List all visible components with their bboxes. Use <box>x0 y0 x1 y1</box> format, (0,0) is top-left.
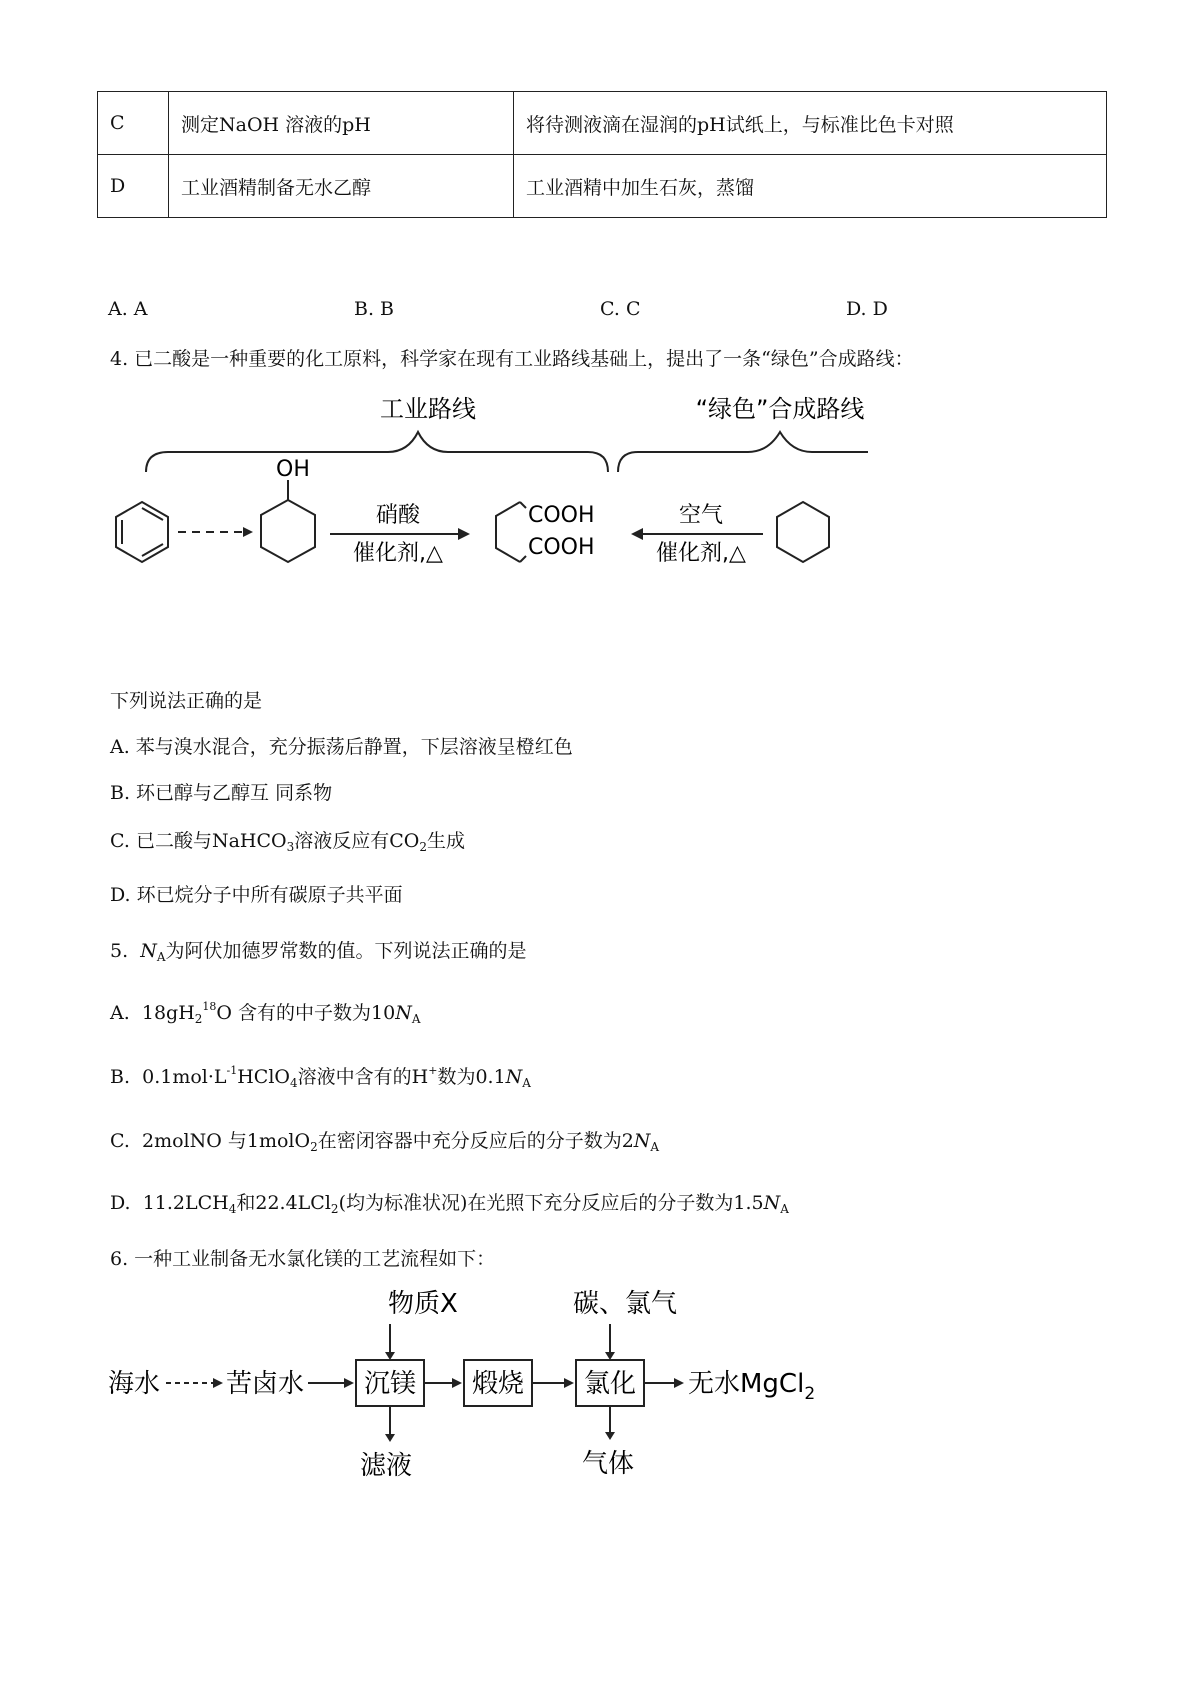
industrial-brace <box>146 432 608 472</box>
reagent-catalyst-1: 催化剂,△ <box>353 541 443 566</box>
reagent-air: 空气 <box>678 503 724 528</box>
arrow-head-icon <box>452 1378 462 1388</box>
q4-prompt: 下列说法正确的是 <box>110 690 263 712</box>
arrow-head-icon <box>344 1378 354 1388</box>
adipic-acid-route-diagram <box>108 392 868 592</box>
product-label: 无水MgCl$_2$ <box>688 1369 816 1404</box>
reagent-nitric-acid: 硝酸 <box>375 503 421 528</box>
arrow-head-icon <box>385 1434 395 1442</box>
table-cell-method: 工业酒精中加生石灰，蒸馏 <box>514 155 1107 218</box>
gas-label: 气体 <box>582 1449 635 1479</box>
arrow-head-icon <box>564 1378 574 1388</box>
brine-label: 苦卤水 <box>226 1369 305 1399</box>
cooh-top: COOH <box>528 503 595 528</box>
choice-a: A. A <box>108 298 148 320</box>
q4-stem: 4. 已二酸是一种重要的化工原料，科学家在现有工业路线基础上，提出了一条“绿色”合成路线： <box>110 348 914 370</box>
industrial-route-label: 工业路线 <box>380 395 476 423</box>
oh-group: OH <box>276 457 310 482</box>
green-route-label: “绿色”合成路线 <box>695 395 865 423</box>
table-cell-key: C <box>98 92 169 155</box>
cyclohexanol-ring <box>261 480 315 562</box>
adipic-acid-chain <box>496 502 520 562</box>
benzene-ring <box>116 502 168 562</box>
options-table <box>97 91 1107 218</box>
filtrate-label: 滤液 <box>360 1451 413 1481</box>
arrow-head-icon <box>243 527 253 537</box>
arrow-head-icon <box>631 528 643 540</box>
step-calcine-label: 煅烧 <box>472 1369 525 1399</box>
table-cell-key: D <box>98 155 169 218</box>
q5-stem: 5. $N_A$为阿伏加德罗常数的值。下列说法正确的是 <box>110 940 527 964</box>
arrow-head-icon <box>605 1432 615 1440</box>
arrow-head-icon <box>213 1378 223 1388</box>
table-cell-purpose: 工业酒精制备无水乙醇 <box>169 155 514 218</box>
material-x-label: 物质X <box>388 1289 458 1319</box>
q5-option-b: B. $0.1mol\cdot L^{-1}HClO_4$溶液中含有的H+数为$0.1N_A$ <box>110 1064 531 1090</box>
arrow-head-icon <box>674 1378 684 1388</box>
reagent-catalyst-2: 催化剂,△ <box>656 541 746 566</box>
q4-option-c: C. 已二酸与NaHCO$_3$溶液反应有$CO_2$生成 <box>110 830 465 854</box>
step-precipitate-label: 沉镁 <box>364 1369 417 1399</box>
q6-stem: 6. 一种工业制备无水氯化镁的工艺流程如下： <box>110 1248 496 1270</box>
cyclohexane-ring <box>777 502 829 562</box>
mgcl2-process-flow <box>108 1282 868 1482</box>
table-cell-method: 将待测液滴在湿润的pH试纸上，与标准比色卡对照 <box>514 92 1107 155</box>
q4-option-b: B. 环已醇与乙醇互 同系物 <box>110 782 333 804</box>
cooh-bottom: COOH <box>528 535 595 560</box>
table-cell-purpose: 测定NaOH 溶液的pH <box>169 92 514 155</box>
choice-b: B. B <box>354 298 395 320</box>
choice-d: D. D <box>846 298 888 320</box>
green-brace <box>618 432 868 472</box>
carbon-chlorine-label: 碳、氯气 <box>573 1289 678 1319</box>
table-row <box>98 155 1107 218</box>
seawater-label: 海水 <box>108 1369 161 1399</box>
q5-option-d: D. $11.2LCH_4$和22.4LCl$_2$(均为标准状况)在光照下充分反应后的分子数为$1.5N_A$ <box>110 1192 789 1216</box>
arrow-head-icon <box>605 1352 615 1360</box>
q5-option-c: C. 2molNO 与1molO$_2$在密闭容器中充分反应后的分子数为$2N_A$ <box>110 1130 660 1154</box>
q4-option-d: D. 环已烷分子中所有碳原子共平面 <box>110 884 403 906</box>
choice-c: C. C <box>600 298 641 320</box>
q5-option-a: A. $18gH_2^{18}O$ 含有的中子数为$10N_A$ <box>110 1000 421 1026</box>
step-chlorinate-label: 氯化 <box>584 1369 637 1399</box>
q4-option-a: A. 苯与溴水混合，充分振荡后静置，下层溶液呈橙红色 <box>110 736 573 758</box>
table-row <box>98 92 1107 155</box>
arrow-head-icon <box>385 1352 395 1360</box>
arrow-head-icon <box>458 528 470 540</box>
